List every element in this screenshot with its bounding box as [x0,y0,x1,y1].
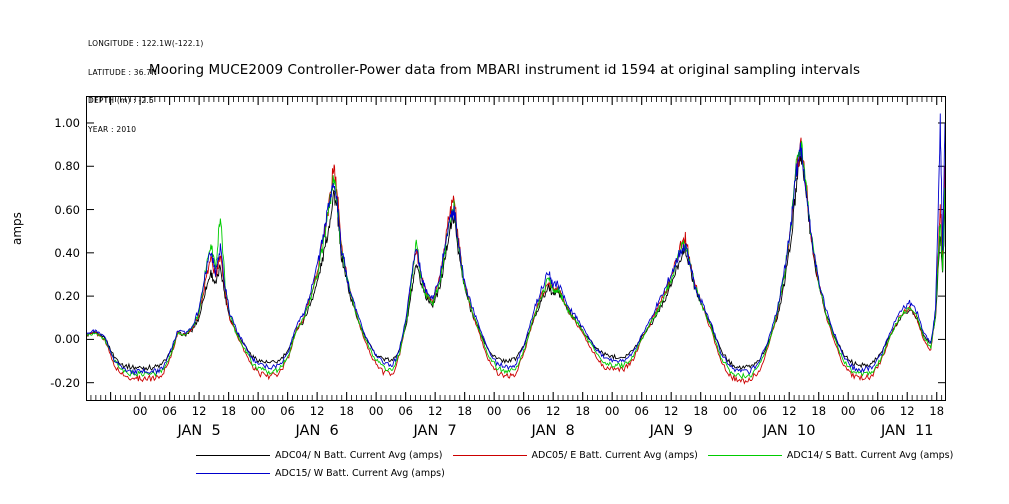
x-tick-hour-label: 12 [545,404,561,418]
x-tick-hour-label: 18 [457,404,472,418]
y-axis-label: amps [10,212,24,245]
x-tick-hour-label: 06 [634,404,650,418]
x-day-label: JAN 7 [413,423,457,439]
x-tick-hour-label: 18 [811,404,827,418]
legend-swatch-line [708,455,782,456]
x-tick-hour-label: 00 [486,404,502,418]
x-day-label: JAN 10 [762,423,816,439]
x-tick-hour-label: 18 [575,404,590,418]
x-day-label: JAN 8 [531,423,575,439]
x-tick-hour-label: 00 [840,404,856,418]
legend-swatch-line [453,455,527,456]
legend-label: ADC05/ E Batt. Current Avg (amps) [531,449,698,461]
legend-label: ADC15/ W Batt. Current Avg (amps) [275,467,445,479]
y-tick-label: 0.00 [54,332,80,347]
series-line [87,148,945,370]
legend-label: ADC04/ N Batt. Current Avg (amps) [275,449,443,461]
series-line [87,141,945,378]
legend-row [0,446,1009,464]
x-tick-hour-label: 12 [427,404,443,418]
y-tick-label: 0.60 [54,202,80,217]
series-line [87,138,945,384]
x-tick-hour-label: 12 [781,404,797,418]
series-canvas [87,97,945,400]
series-line [87,114,945,375]
legend-swatch-line [196,455,270,456]
x-tick-hour-label: 18 [339,404,354,418]
x-day-label: JAN 5 [177,423,221,439]
year-text: YEAR : 2010 [88,124,137,134]
legend-item [708,450,953,461]
x-tick-hour-label: 18 [693,404,709,418]
legend-item [196,450,443,461]
plot-area [86,96,946,401]
chart-title: Mooring MUCE2009 Controller-Power data from MBARI instrument id 1594 at original sampling intervals [148,62,861,78]
x-tick-hour-label: 12 [191,404,207,418]
longitude-text: LONGITUDE : 122.1W(-122.1) [88,39,204,48]
x-day-label: JAN 11 [880,423,934,439]
y-tick-label: -0.20 [50,375,80,390]
x-day-label: JAN 6 [295,423,339,439]
x-tick-hour-label: 00 [132,404,148,418]
x-tick-hour-label: 12 [663,404,679,418]
x-tick-hour-label: 12 [309,404,325,418]
x-tick-hour-label: 06 [870,404,886,418]
x-tick-hour-label: 00 [368,404,384,418]
x-tick-hour-label: 06 [752,404,768,418]
y-tick-label: 1.00 [54,115,80,130]
y-tick-label: 0.20 [54,289,80,304]
legend-label: ADC14/ S Batt. Current Avg (amps) [786,449,954,461]
x-tick-hour-label: 18 [929,404,945,418]
y-tick-label: 0.80 [54,159,80,174]
y-tick-label: 0.40 [54,245,80,260]
x-tick-hour-label: 00 [722,404,738,418]
x-tick-hour-label: 18 [221,404,236,418]
axis-ticks [87,97,945,400]
legend-row [0,464,1009,482]
legend-swatch-line [196,473,270,474]
x-tick-hour-label: 00 [250,404,266,418]
legend-item [453,450,698,461]
x-tick-hour-label: 06 [280,404,295,418]
x-day-label: JAN 9 [649,423,693,439]
x-tick-hour-label: 12 [899,404,915,418]
legend-item [196,468,445,479]
chart-legend [0,446,1009,482]
x-tick-hour-label: 06 [398,404,413,418]
depth-text: DEPTH (m) : -2.5 [88,96,154,105]
x-tick-hour-label: 06 [162,404,177,418]
x-tick-hour-label: 00 [604,404,620,418]
x-tick-hour-label: 06 [516,404,531,418]
latitude-text: LATITUDE : 36.7N [88,67,158,77]
